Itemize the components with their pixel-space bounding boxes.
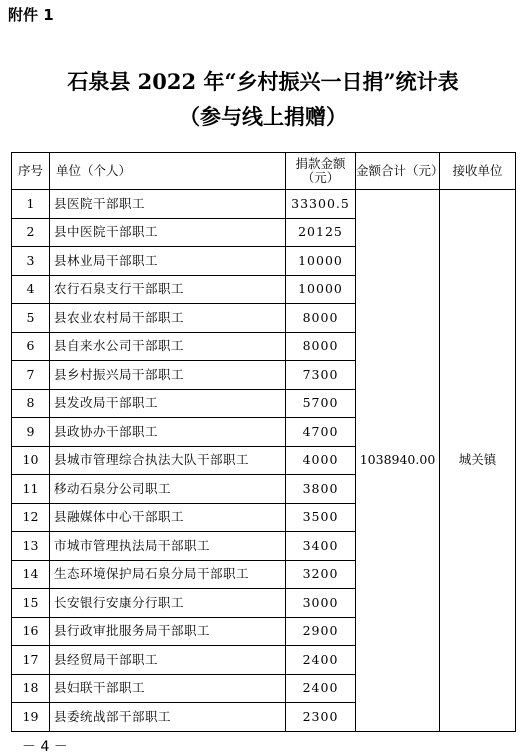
donation-table — [11, 152, 516, 732]
row-amount: 4000 — [286, 446, 356, 475]
row-seq: 10 — [12, 446, 50, 475]
row-unit: 县融媒体中心干部职工 — [50, 503, 286, 532]
header-seq: 序号 — [12, 153, 50, 190]
receiver-unit: 城关镇 — [440, 190, 516, 732]
row-seq: 18 — [12, 674, 50, 703]
row-amount: 8000 — [286, 332, 356, 361]
row-seq: 2 — [12, 218, 50, 247]
row-amount: 10000 — [286, 247, 356, 276]
row-unit: 长安银行安康分行职工 — [50, 589, 286, 618]
row-amount: 8000 — [286, 304, 356, 333]
row-amount: 3000 — [286, 589, 356, 618]
document-title: 石泉县 2022 年“乡村振兴一日捐”统计表 — [67, 69, 459, 94]
row-unit: 市城市管理执法局干部职工 — [50, 532, 286, 561]
header-amount: 捐款金额（元） — [286, 153, 356, 190]
row-seq: 4 — [12, 275, 50, 304]
attachment-label: 附件 1 — [8, 6, 54, 24]
row-seq: 7 — [12, 361, 50, 390]
row-seq: 8 — [12, 389, 50, 418]
document-subtitle: （参与线上捐赠） — [179, 104, 347, 129]
row-seq: 1 — [12, 190, 50, 219]
row-amount: 4700 — [286, 418, 356, 447]
row-amount: 2900 — [286, 617, 356, 646]
row-unit: 县政协办干部职工 — [50, 418, 286, 447]
row-seq: 3 — [12, 247, 50, 276]
row-amount: 3500 — [286, 503, 356, 532]
header-receiver: 接收单位 — [440, 153, 516, 190]
row-amount: 5700 — [286, 389, 356, 418]
row-unit: 县医院干部职工 — [50, 190, 286, 219]
row-seq: 6 — [12, 332, 50, 361]
row-unit: 农行石泉支行干部职工 — [50, 275, 286, 304]
row-amount: 10000 — [286, 275, 356, 304]
row-seq: 5 — [12, 304, 50, 333]
row-amount: 3800 — [286, 475, 356, 504]
header-total: 金额合计（元） — [356, 153, 440, 190]
row-seq: 14 — [12, 560, 50, 589]
row-amount: 7300 — [286, 361, 356, 390]
row-unit: 县林业局干部职工 — [50, 247, 286, 276]
row-amount: 20125 — [286, 218, 356, 247]
header-unit: 单位（个人） — [50, 153, 286, 190]
row-unit: 县行政审批服务局干部职工 — [50, 617, 286, 646]
row-unit: 县农业农村局干部职工 — [50, 304, 286, 333]
page-number: － 4 － — [22, 739, 68, 755]
row-amount: 33300.5 — [286, 190, 356, 219]
row-seq: 11 — [12, 475, 50, 504]
table-header-row — [12, 153, 516, 190]
table-row — [12, 190, 516, 219]
row-seq: 17 — [12, 646, 50, 675]
row-amount: 3200 — [286, 560, 356, 589]
row-unit: 县妇联干部职工 — [50, 674, 286, 703]
row-seq: 13 — [12, 532, 50, 561]
row-amount: 2300 — [286, 703, 356, 732]
row-unit: 县城市管理综合执法大队干部职工 — [50, 446, 286, 475]
row-unit: 移动石泉分公司职工 — [50, 475, 286, 504]
row-unit: 县委统战部干部职工 — [50, 703, 286, 732]
row-amount: 2400 — [286, 674, 356, 703]
total-amount: 1038940.00 — [356, 190, 440, 732]
row-seq: 9 — [12, 418, 50, 447]
row-unit: 县中医院干部职工 — [50, 218, 286, 247]
row-amount: 3400 — [286, 532, 356, 561]
row-unit: 县乡村振兴局干部职工 — [50, 361, 286, 390]
row-seq: 15 — [12, 589, 50, 618]
row-amount: 2400 — [286, 646, 356, 675]
row-unit: 县自来水公司干部职工 — [50, 332, 286, 361]
row-unit: 生态环境保护局石泉分局干部职工 — [50, 560, 286, 589]
row-seq: 19 — [12, 703, 50, 732]
row-seq: 12 — [12, 503, 50, 532]
row-unit: 县发改局干部职工 — [50, 389, 286, 418]
row-seq: 16 — [12, 617, 50, 646]
row-unit: 县经贸局干部职工 — [50, 646, 286, 675]
